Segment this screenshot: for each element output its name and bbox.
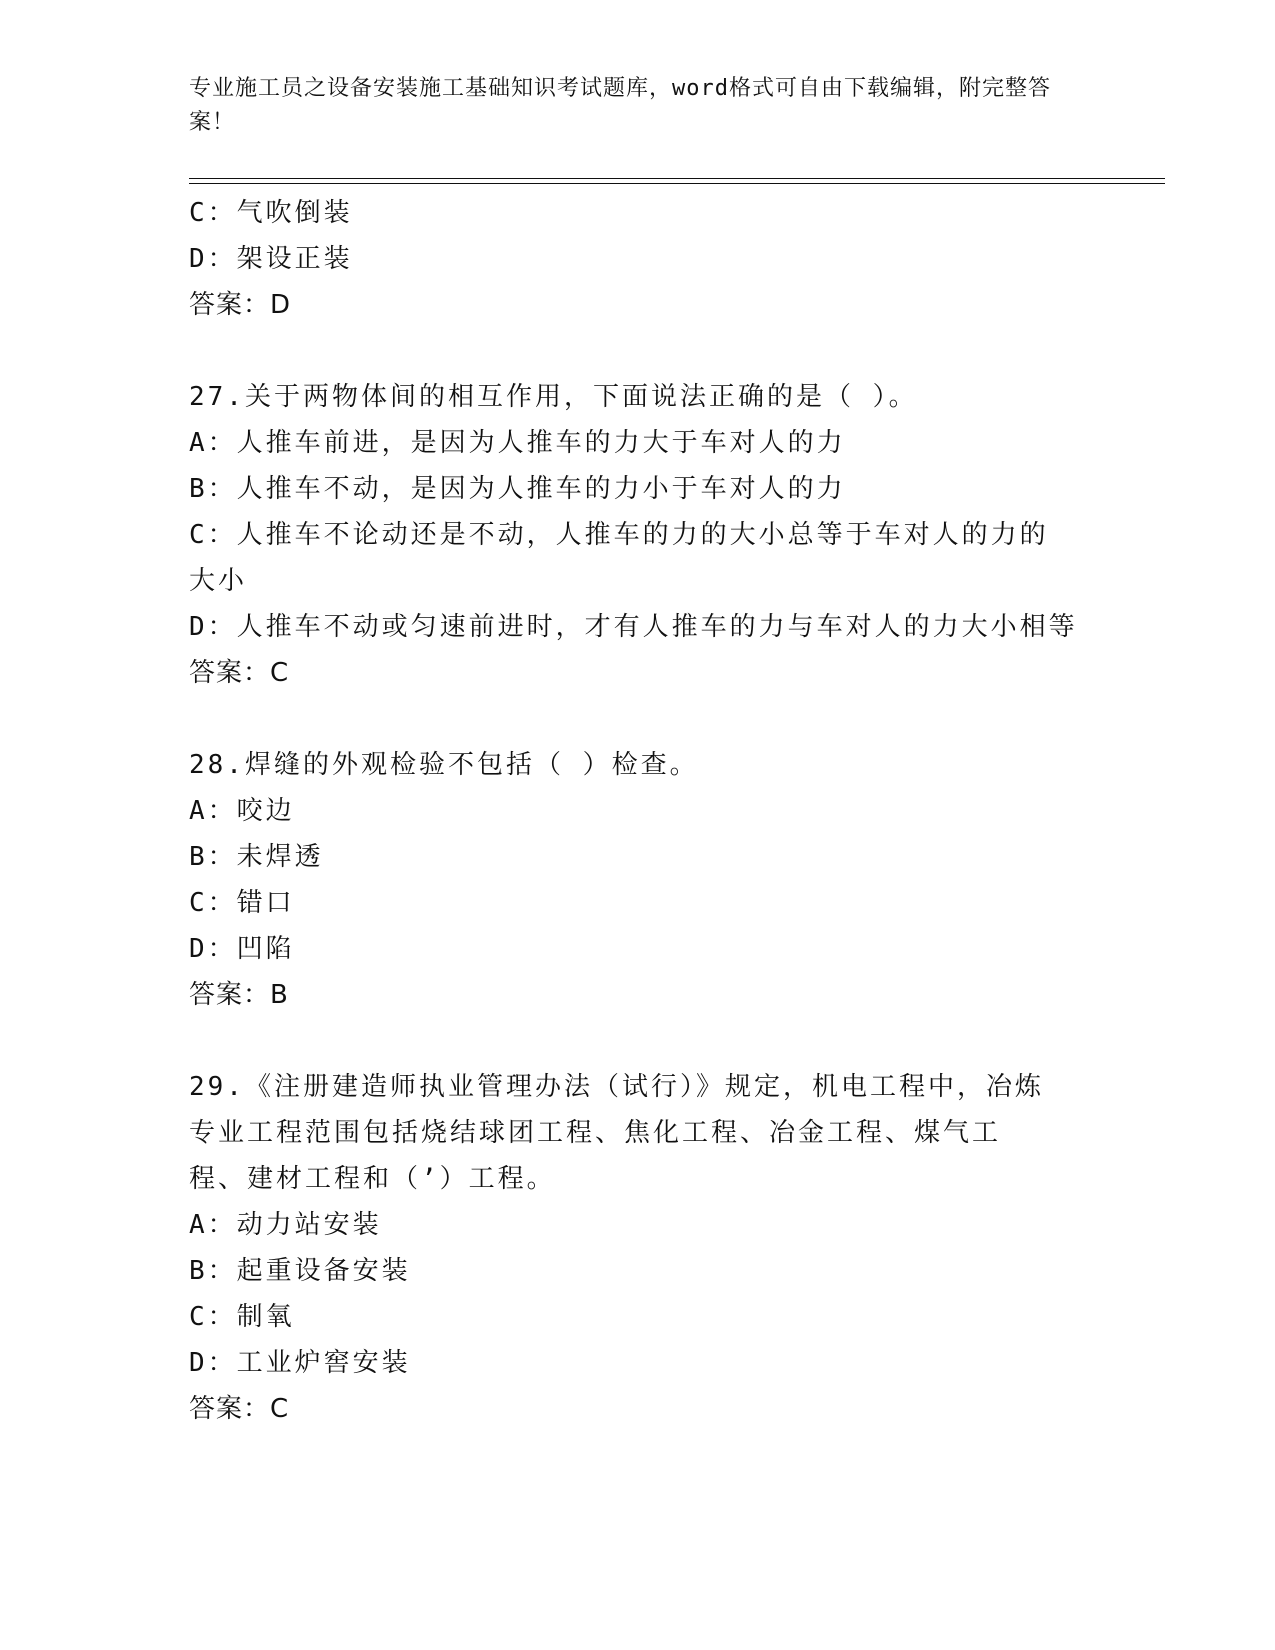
option-b: B：未焊透 <box>189 842 324 872</box>
answer-line: 答案：D <box>189 290 292 320</box>
option-c: C：气吹倒装 <box>189 198 353 228</box>
option-d: D：凹陷 <box>189 934 295 964</box>
option-a: A：咬边 <box>189 796 295 826</box>
question-stem: 29.《注册建造师执业管理办法（试行）》规定，机电工程中，冶炼专业工程范围包括烧结球团工程、焦化工程、冶金工程、煤气工程、建材工程和（’）工程。 <box>189 1072 1044 1194</box>
question-body <box>189 190 1089 1432</box>
spacer <box>189 1018 1089 1064</box>
header-rule-thick <box>189 183 1165 184</box>
option-d: D：工业炉窖安装 <box>189 1348 411 1378</box>
answer-line: 答案：C <box>189 658 290 688</box>
option-c: C：错口 <box>189 888 295 918</box>
header-rule-thin <box>189 178 1165 179</box>
spacer <box>189 328 1089 374</box>
answer-line: 答案：B <box>189 980 289 1010</box>
option-b: B：人推车不动，是因为人推车的力小于车对人的力 <box>189 474 846 504</box>
answer-line: 答案：C <box>189 1394 290 1424</box>
option-a: A：人推车前进，是因为人推车的力大于车对人的力 <box>189 428 846 458</box>
option-a: A：动力站安装 <box>189 1210 382 1240</box>
question-stem: 27.关于两物体间的相互作用，下面说法正确的是（ ）。 <box>189 382 918 412</box>
option-c: C：人推车不论动还是不动，人推车的力的大小总等于车对人的力的大小 <box>189 520 1049 596</box>
spacer <box>189 696 1089 742</box>
option-d: D：架设正装 <box>189 244 353 274</box>
page-header: 专业施工员之设备安装施工基础知识考试题库，word格式可自由下载编辑，附完整答案！ <box>189 76 1051 135</box>
question-stem: 28.焊缝的外观检验不包括（ ）检查。 <box>189 750 699 780</box>
option-c: C：制氧 <box>189 1302 295 1332</box>
option-d: D：人推车不动或匀速前进时，才有人推车的力与车对人的力大小相等 <box>189 612 1078 642</box>
option-b: B：起重设备安装 <box>189 1256 411 1286</box>
